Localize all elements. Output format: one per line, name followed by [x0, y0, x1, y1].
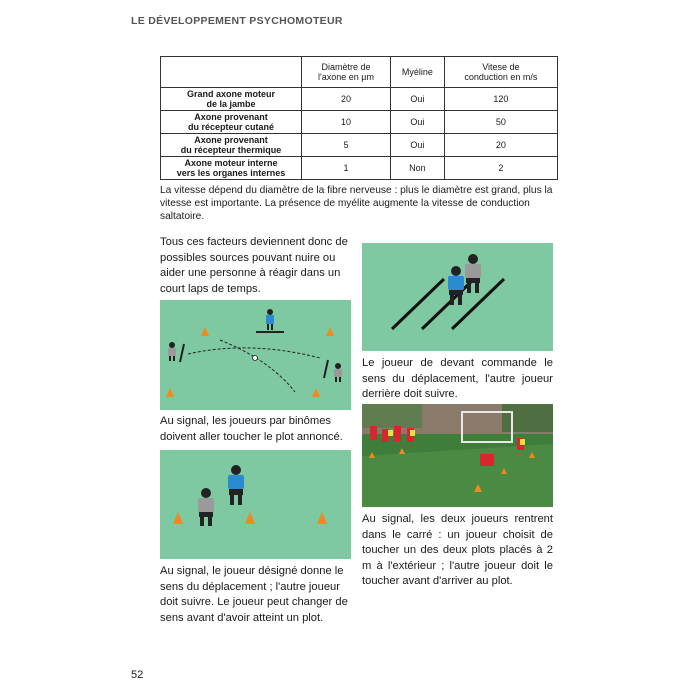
cell-diametre: 5 [302, 134, 391, 157]
cell-vitesse: 20 [444, 134, 557, 157]
table-corner-cell [161, 57, 302, 88]
designe-paragraph: Au signal, le joueur désigné donne le sens du déplacement ; l'autre joueur doit suivre. Le joueur peut changer de sens avant d'avoir atteint un plot. [160, 565, 348, 624]
cell-vitesse: 120 [444, 88, 557, 111]
drill-diagram-designe [160, 450, 351, 559]
training-photo [362, 404, 553, 507]
barrier-icon [180, 344, 184, 362]
table-caption: La vitesse dépend du diamètre de la fibre nerveuse : plus le diamètre est grand, plus la vitesse est importante. La présence de myélite augmente la vitesse de conduction saltatoire. [160, 185, 553, 222]
intro-paragraph: Tous ces facteurs deviennent donc de possibles sources pouvant nuire ou aider une personne à réagir dans un court laps de temps. [160, 236, 348, 295]
drill-diagram-binomes-drawing [160, 300, 351, 410]
player-icon [448, 266, 464, 305]
col-myeline: Myéline [391, 57, 445, 88]
drill-diagram-binomes [160, 300, 351, 410]
cell-diametre: 10 [302, 111, 391, 134]
table-row [161, 157, 558, 180]
cell-vitesse: 2 [444, 157, 557, 180]
cell-diametre: 1 [302, 157, 391, 180]
table-row [161, 88, 558, 111]
table-row [161, 111, 558, 134]
movement-arrow-icon [220, 340, 295, 392]
cone-icon [173, 512, 327, 524]
drill-diagram-designe-drawing [160, 450, 351, 559]
row-label: Axone provenant du récepteur thermique [161, 134, 302, 157]
row-label: Axone moteur interne vers les organes internes [161, 157, 302, 180]
devant-paragraph: Le joueur de devant commande le sens du déplacement, l'autre joueur derrière doit suivre. [362, 357, 553, 400]
line-marker-icon [392, 279, 444, 329]
page-number: 52 [131, 669, 144, 681]
row-label: Grand axone moteur de la jambe [161, 88, 302, 111]
table-header-row [161, 57, 558, 88]
axon-table [160, 56, 558, 180]
cell-myeline: Oui [391, 134, 445, 157]
barrier-icon [324, 360, 328, 378]
row-label: Axone provenant du récepteur cutané [161, 111, 302, 134]
cell-vitesse: 50 [444, 111, 557, 134]
table-row [161, 134, 558, 157]
col-vitesse: Vitese de conduction en m/s [444, 57, 557, 88]
cell-myeline: Non [391, 157, 445, 180]
ball-icon [253, 356, 258, 361]
binomes-paragraph: Au signal, les joueurs par binômes doivent aller toucher le plot annoncé. [160, 415, 343, 443]
cell-diametre: 20 [302, 88, 391, 111]
training-photo-drawing [362, 404, 553, 507]
cell-myeline: Oui [391, 88, 445, 111]
running-header: LE DÉVELOPPEMENT PSYCHOMOTEUR [131, 15, 343, 27]
player-icon [465, 254, 481, 293]
player-icon [334, 363, 342, 382]
drill-diagram-devant [362, 243, 553, 351]
cone-icon [166, 327, 334, 397]
player-icon [198, 488, 214, 526]
player-icon [168, 342, 176, 361]
player-icon [256, 309, 284, 332]
drill-diagram-devant-drawing [362, 243, 553, 351]
carre-paragraph: Au signal, les deux joueurs rentrent dans le carré : un joueur choisit de toucher un des deux plots placés à 2 m à l'extérieur ; l'autre joueur doit le toucher avant d'arriver au plot. [362, 513, 553, 587]
player-icon [228, 465, 244, 505]
col-diametre: Diamètre de l'axone en µm [302, 57, 391, 88]
cell-myeline: Oui [391, 111, 445, 134]
